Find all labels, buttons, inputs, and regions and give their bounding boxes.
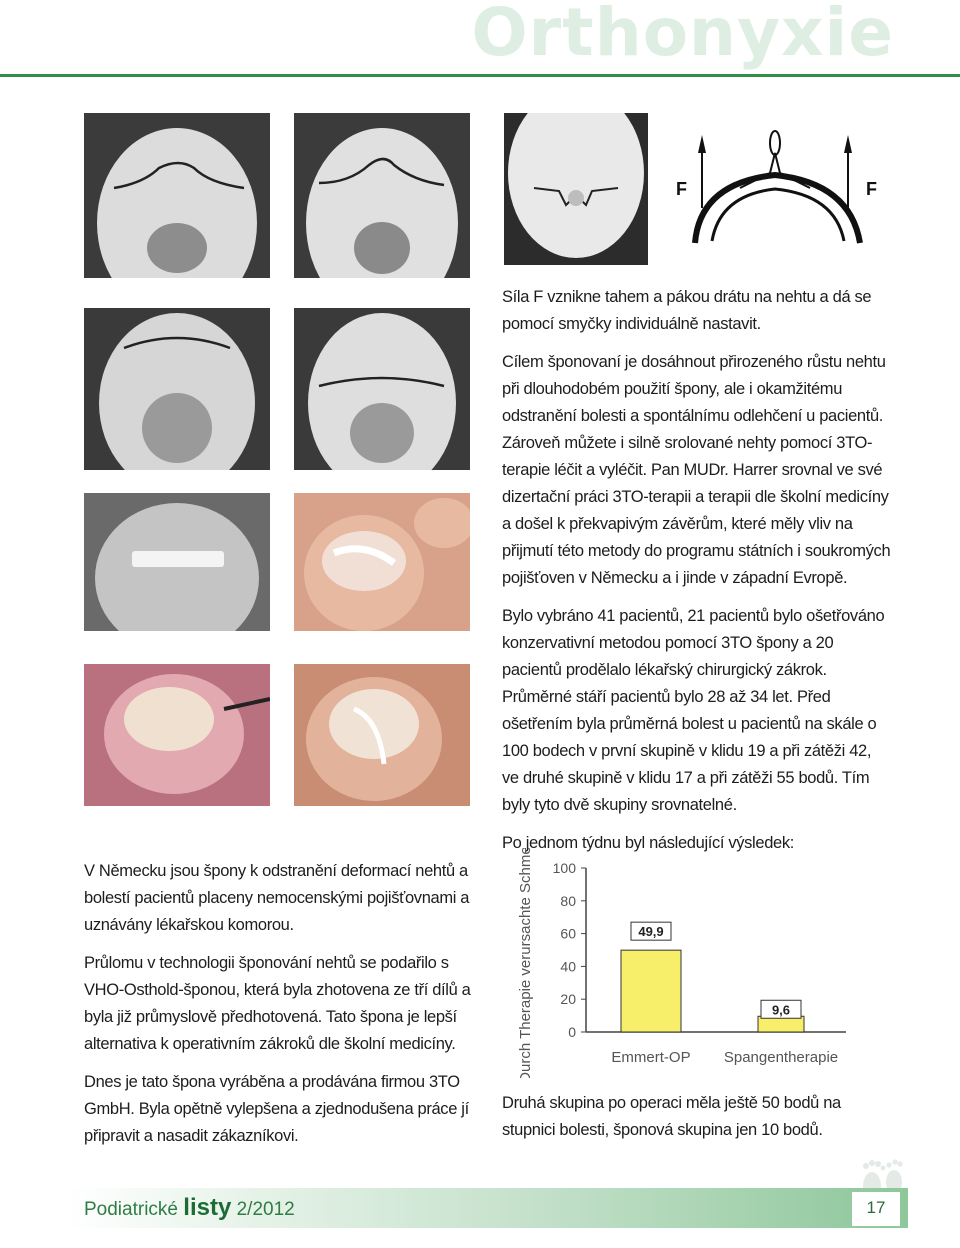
footer xyxy=(0,1188,960,1228)
y-tick-label: 0 xyxy=(568,1024,576,1040)
paragraph-insurance: V Německu jsou špony k odstranění deformací nehtů a bolestí pacientů placeny nemocenskými pojišťovnami a uznávány lékařskou komorou. xyxy=(84,862,470,934)
nail-photo-5 xyxy=(294,308,470,470)
nail-photo-4 xyxy=(84,308,270,470)
chart-caption xyxy=(502,1090,892,1155)
paragraph-goal: Cílem šponovaní je dosáhnout přirozeného růstu nehtu při dlouhodobém použití špony, ale i okamžitému odstranění bolesti a spontálnímu odlehčení u pacientů. Zároveň můžete i silně srolované nehty pomocí 3TO-terapie léčit a vyléčit. Pan MUDr. Harrer srovnal ve své dizertační práci 3TO-terapii a terapii dle školní medicíny a došel k překvapivým závěrům, které měly vliv na přijmutí této metody do programu státních i soukromých pojišťoven v Německu a i jinde v západní Evropě. xyxy=(502,353,891,587)
nail-photo-3 xyxy=(504,113,648,265)
journal-name xyxy=(84,1194,295,1222)
left-column-text xyxy=(84,858,476,1161)
chart-svg xyxy=(500,848,880,1078)
journal-bold: listy xyxy=(183,1194,232,1221)
right-column-text xyxy=(502,284,892,868)
x-tick-label: Emmert-OP xyxy=(611,1049,691,1066)
value-label: 49,9 xyxy=(638,924,664,940)
nail-photo-1 xyxy=(84,113,270,278)
page-number: 17 xyxy=(866,1198,886,1217)
nail-photo-9 xyxy=(294,664,470,806)
page-number-box xyxy=(852,1192,900,1226)
paragraph-manufacturer: Dnes je tato špona vyráběna a prodávána firmou 3TO GmbH. Byla opětně vylepšena a zjednodušena práce jí připravit a nasadit zákazníkovi. xyxy=(84,1073,469,1145)
force-label-right: F xyxy=(866,179,877,199)
journal-prefix: Podiatrické xyxy=(84,1199,178,1220)
y-tick-label: 40 xyxy=(560,958,576,975)
paragraph-study: Bylo vybráno 41 pacientů, 21 pacientů bylo ošetřováno konzervativní metodou pomocí 3TO špony a 20 pacientů prodělalo lékařský chirurgický zákrok. Průměrné stáří pacientů bylo 28 až 34 let. Před ošetřením byla průměrná bolest u pacientů na skále o 100 bodech v první skupině v klidu 19 a při zátěži 42, ve druhé skupině v klidu 17 a při zátěži 55 bodů. Tím byly tyto dvě skupiny srovnatelné. xyxy=(502,607,885,814)
force-label-left: F xyxy=(676,179,687,199)
nail-photo-7 xyxy=(294,493,470,631)
y-tick-label: 100 xyxy=(552,860,576,876)
bar xyxy=(621,950,681,1032)
section-title: Orthonyxie xyxy=(471,0,894,71)
force-diagram xyxy=(660,113,894,265)
chart-caption-text: Druhá skupina po operaci měla ještě 50 bodů na stupnici bolesti, šponová skupina jen 10 bodů. xyxy=(502,1094,841,1139)
y-tick-label: 20 xyxy=(560,991,576,1008)
y-tick-label: 80 xyxy=(560,892,576,909)
nail-photo-8 xyxy=(84,664,270,806)
value-label: 9,6 xyxy=(771,1002,791,1018)
x-tick-label: Spangentherapie xyxy=(723,1049,839,1066)
y-tick-label: 60 xyxy=(560,925,576,942)
pain-chart xyxy=(500,848,880,1078)
paragraph-force: Síla F vznikne tahem a pákou drátu na nehtu a dá se pomocí smyčky individuálně nastavit. xyxy=(502,288,872,333)
y-axis-label: Durch Therapie verursachte Schmerzen xyxy=(517,848,534,1078)
header-rule xyxy=(0,74,960,77)
journal-issue: 2/2012 xyxy=(236,1199,295,1220)
nail-photo-6 xyxy=(84,493,270,631)
paragraph-result-intro: Po jednom týdnu byl následující výsledek: xyxy=(502,834,794,852)
nail-photo-2 xyxy=(294,113,470,278)
paragraph-breakthrough: Průlomu v technologii šponování nehtů se podařilo s VHO-Osthold-šponou, která byla zhotovena ze tří dílů a byla již průmyslově předhotovená. Tato špona je lepší alternativa k operativním zákroků dle školní medicíny. xyxy=(84,954,471,1053)
